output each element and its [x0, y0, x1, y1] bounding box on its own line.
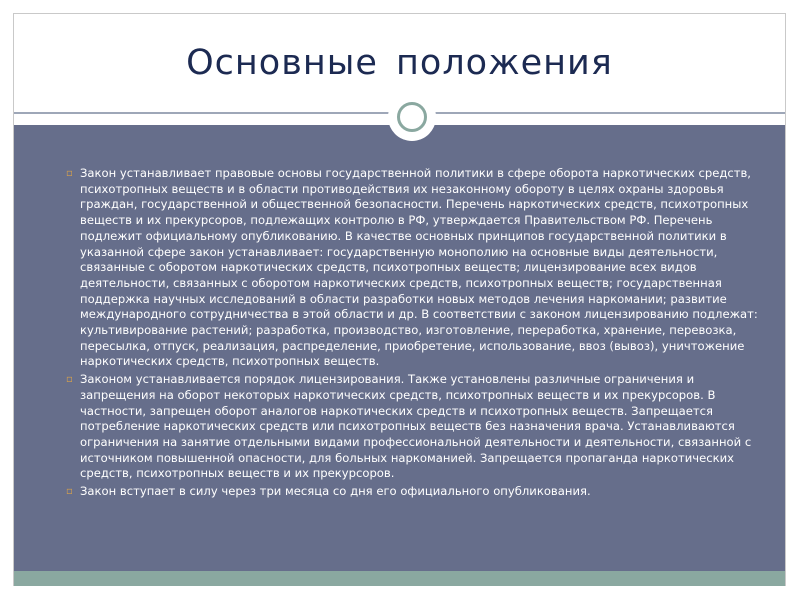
paragraph-3 — [66, 484, 766, 500]
body-text — [66, 166, 766, 502]
bullet-icon: ▫ — [66, 374, 73, 386]
paragraph-1 — [66, 166, 766, 370]
paragraph-2 — [66, 372, 766, 482]
bullet-icon: ▫ — [66, 486, 73, 498]
bullet-icon: ▫ — [66, 168, 73, 179]
slide-title: Основные положения — [186, 43, 613, 83]
paragraph-text: Закон вступает в силу через три месяца со дня его официального опубликования. — [80, 484, 591, 499]
paragraph-text: Закон устанавливает правовые основы государственной политики в сфере оборота наркотических средств, психотропных веществ и в области противодействия их незаконному обороту в целях охраны здоровья граждан, государственной и общественной безопасности. Перечень наркотических средств, психотропных веществ и их прекурсоров, подлежащих контролю в РФ, утверждается Правительством РФ. Перечень подлежит официальному опубликованию. В качестве основных принципов государственной политики в указанной сфере закон устанавливает: государственную монополию на основные виды деятельности, связанные с оборотом наркотических средств, психотропных веществ; лицензирование всех видов деятельности, связанных с оборотом наркотических средств, психотропных веществ; государственная поддержка научных исследований в области разработки новых методов лечения наркомании; развитие международного сотрудничества в этой области и др. В соответствии с законом лицензированию подлежат: культивирование растений; разработка, производство, изготовление, переработка, хранение, перевозка, пересылка, отпуск, реализация, распределение, приобретение, использование, ввоз (вывоз), уничтожение наркотических средств, психотропных веществ. — [80, 166, 758, 369]
paragraph-text: Законом устанавливается порядок лицензирования. Также установлены различные ограничения и запрещения на оборот некоторых наркотических средств, психотропных веществ и их прекурсоров. В частности, запрещен оборот аналогов наркотических средств и психотропных веществ. Запрещается потребление наркотических средств или психотропных веществ без назначения врача. Устанавливаются ограничения на занятие отдельными видами профессиональной деятельности и деятельности, связанной с источником повышенной опасности, для больных наркоманией. Запрещается пропаганда наркотических средств, психотропных веществ и их прекурсоров. — [80, 372, 752, 481]
bottom-accent-band — [14, 571, 785, 586]
circle-ornament-inner — [397, 102, 427, 132]
circle-ornament-icon — [388, 93, 436, 141]
